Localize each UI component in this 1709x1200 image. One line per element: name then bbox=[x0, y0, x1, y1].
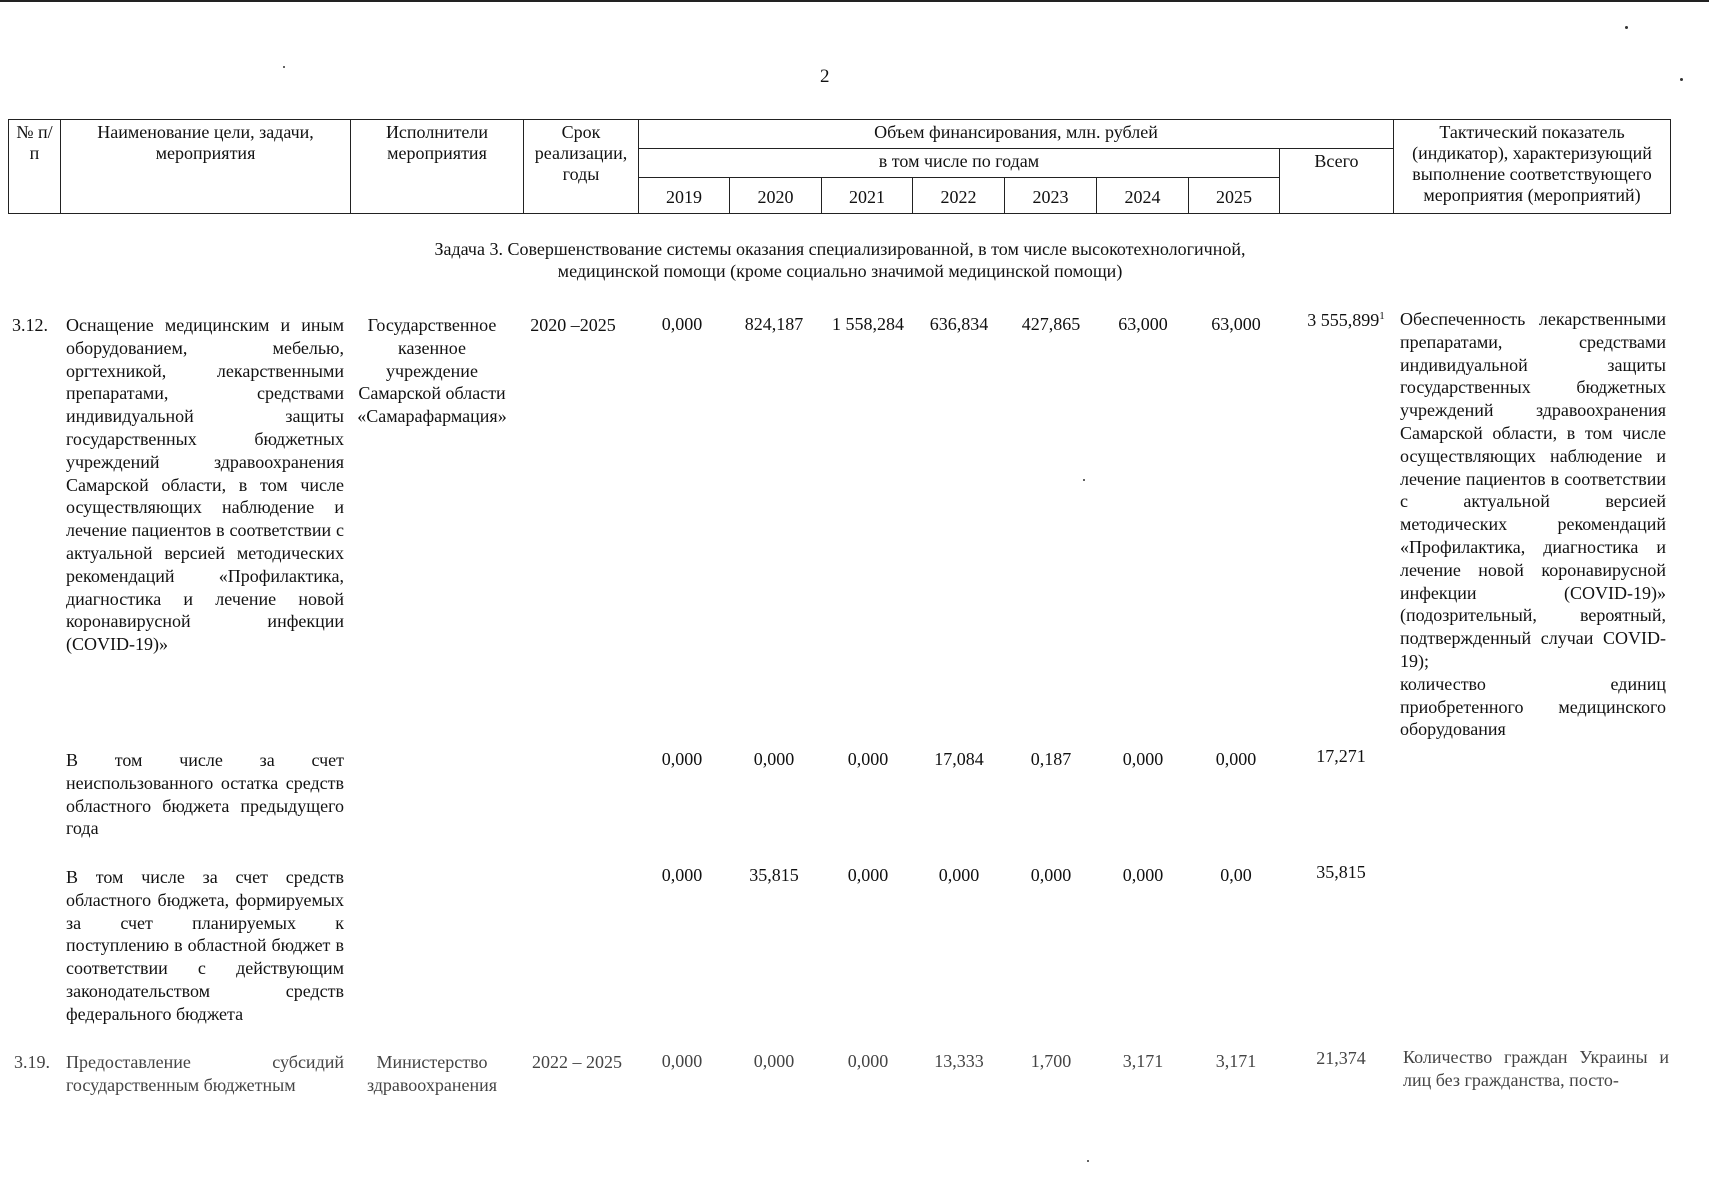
value-2023: 427,865 bbox=[1021, 314, 1081, 334]
footnote-mark: 1 bbox=[1379, 310, 1385, 322]
row-name: В том числе за счет неиспользованного остатка средств областного бюджета предыдущего года bbox=[66, 750, 344, 839]
header-year: 2022 bbox=[913, 178, 1005, 214]
scan-speck bbox=[1083, 479, 1085, 481]
header-term: Срок реализации, годы bbox=[524, 120, 639, 214]
header-year: 2021 bbox=[822, 178, 913, 214]
row-name: Предоставление субсидий государственным бюджетным bbox=[66, 1052, 344, 1095]
header-year: 2019 bbox=[639, 178, 730, 214]
header-year: 2024 bbox=[1097, 178, 1189, 214]
row-indicator: Количество граждан Украины и лиц без гражданства, посто- bbox=[1403, 1047, 1669, 1090]
value-2025: 3,171 bbox=[1215, 1051, 1257, 1071]
value-2020: 35,815 bbox=[749, 865, 799, 885]
scan-top-border bbox=[0, 0, 1709, 2]
value-2021: 0,000 bbox=[847, 749, 889, 769]
header-funding: Объем финансирования, млн. рублей bbox=[639, 120, 1394, 149]
value-2022: 0,000 bbox=[938, 865, 980, 885]
value-2025: 63,000 bbox=[1211, 314, 1261, 334]
task-title: Задача 3. Совершенствование системы оказания специализированной, в том числе высокотехнологичной, медицинской помощи (кроме социально значимой медицинской помощи) bbox=[434, 239, 1246, 281]
value-total: 17,271 bbox=[1316, 746, 1366, 766]
value-2024: 3,171 bbox=[1122, 1051, 1164, 1071]
scan-speck bbox=[1087, 1160, 1089, 1162]
row-name: Оснащение медицинским и иным оборудованием, мебелью, оргтехникой, лекарственными препаратами, средствами индивидуальной защиты государственных бюджетных учреждений здравоохранения Самарской области, в том числе осуществляющих наблюдение и лечение пациентов в соответствии с актуальной версией методических рекомендаций «Профилактика, диагностика и лечение новой коронавирусной инфекции (COVID-19)» bbox=[66, 315, 344, 655]
scan-speck bbox=[1625, 26, 1628, 29]
value-2022: 636,834 bbox=[929, 314, 989, 334]
value-total: 21,374 bbox=[1316, 1048, 1366, 1068]
value-2021: 0,000 bbox=[847, 865, 889, 885]
value-2025: 0,000 bbox=[1215, 749, 1257, 769]
value-total: 3 555,899$^1$ bbox=[1307, 310, 1385, 330]
row-number: 3.12. bbox=[12, 315, 48, 335]
value-2024: 63,000 bbox=[1118, 314, 1168, 334]
page-number: 2 bbox=[820, 66, 830, 87]
header-by-years: в том числе по годам bbox=[639, 149, 1280, 178]
value-2020: 0,000 bbox=[753, 1051, 795, 1071]
header-year: 2020 bbox=[730, 178, 822, 214]
value-2024: 0,000 bbox=[1122, 865, 1164, 885]
row-number: 3.19. bbox=[14, 1052, 50, 1072]
value-2020: 0,000 bbox=[753, 749, 795, 769]
row-term: 2020 –2025 bbox=[530, 315, 616, 335]
row-executor: Государственное казенное учреждение Самарской области «Самарафармация» bbox=[357, 315, 507, 427]
header-total: Всего bbox=[1280, 149, 1394, 214]
value-2023: 0,000 bbox=[1030, 865, 1072, 885]
value-2020: 824,187 bbox=[744, 314, 804, 334]
value-2019: 0,000 bbox=[661, 314, 703, 334]
value-2021: 0,000 bbox=[847, 1051, 889, 1071]
value-2023: 1,700 bbox=[1030, 1051, 1072, 1071]
row-term: 2022 – 2025 bbox=[532, 1052, 622, 1072]
value-2019: 0,000 bbox=[661, 749, 703, 769]
value-2021: 1 558,284 bbox=[832, 314, 904, 334]
header-year: 2025 bbox=[1189, 178, 1280, 214]
header-indicator: Тактический показатель (индикатор), характеризующий выполнение соответствующего мероприятия (мероприятий) bbox=[1394, 120, 1671, 214]
value-total: 35,815 bbox=[1316, 862, 1366, 882]
header-year: 2023 bbox=[1005, 178, 1097, 214]
row-executor: Министерство здравоохранения bbox=[366, 1052, 498, 1095]
value-2023: 0,187 bbox=[1030, 749, 1072, 769]
header-table bbox=[8, 119, 1671, 214]
value-2019: 0,000 bbox=[661, 1051, 703, 1071]
row-name: В том числе за счет средств областного бюджета, формируемых за счет планируемых к поступлению в областной бюджет в соответствии с действующим законодательством средств федерального бюджета bbox=[66, 867, 344, 1024]
value-2022: 13,333 bbox=[934, 1051, 984, 1071]
value-2024: 0,000 bbox=[1122, 749, 1164, 769]
value-2025: 0,00 bbox=[1220, 865, 1252, 885]
scan-speck bbox=[283, 66, 285, 68]
header-no: № п/п bbox=[9, 120, 61, 214]
value-2019: 0,000 bbox=[661, 865, 703, 885]
header-name: Наименование цели, задачи, мероприятия bbox=[61, 120, 351, 214]
header-executor: Исполнители мероприятия bbox=[351, 120, 524, 214]
scan-speck bbox=[1680, 78, 1683, 81]
value-2022: 17,084 bbox=[934, 749, 984, 769]
row-indicator: Обеспеченность лекарственными препаратами, средствами индивидуальной защиты государственных бюджетных учреждений здравоохранения Самарской области, в том числе осуществляющих наблюдение и лечение пациентов в соответствии с актуальной версией методических рекомендаций «Профилактика, диагностика и лечение новой коронавирусной инфекции (COVID-19)» (подозрительный, вероятный, подтвержденный случаи COVID-19); количество единиц приобретенного медицинского оборудования bbox=[1400, 309, 1666, 740]
